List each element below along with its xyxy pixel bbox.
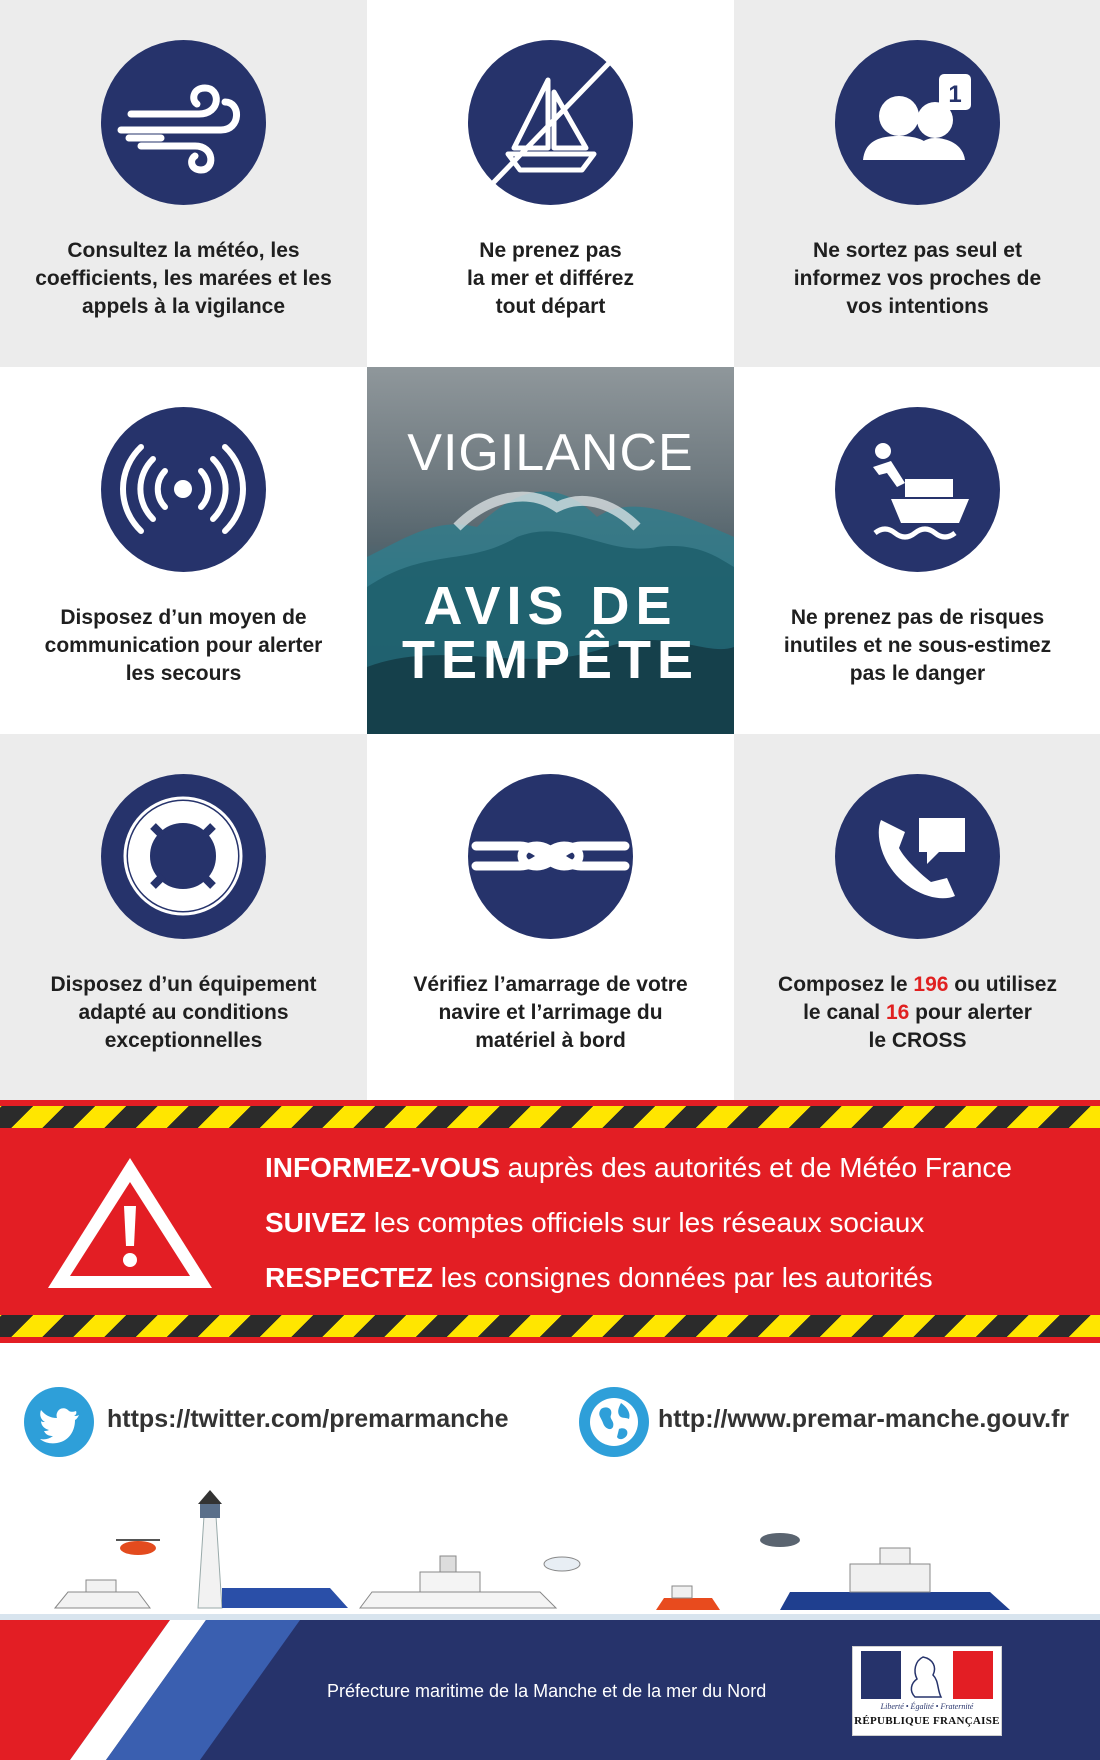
alert-line-follow: SUIVEZ les comptes officiels sur les réseaux sociaux: [265, 1207, 925, 1238]
wind-icon: [101, 40, 266, 205]
globe-icon[interactable]: [579, 1387, 649, 1457]
tricolor-stripes: [0, 1620, 380, 1760]
no-sailing-icon: [468, 40, 633, 205]
twitter-link[interactable]: https://twitter.com/premarmanche: [107, 1405, 509, 1433]
alert-line-respect: RESPECTEZ les consignes données par les autorités: [265, 1262, 933, 1293]
republic-motto: Liberté • Égalité • Fraternité: [880, 1702, 974, 1711]
lifebuoy-icon: [101, 774, 266, 939]
emergency-number-196: 196: [913, 973, 949, 996]
alert-banner: [0, 1100, 1100, 1343]
fleet-illustration: [0, 1468, 1100, 1620]
links-bar: [0, 1343, 1100, 1468]
alert-line-inform: INFORMEZ-VOUS auprès des autorités et de Météo France: [265, 1152, 1012, 1183]
vhf-channel-16: 16: [885, 1001, 910, 1024]
tip-call: [734, 734, 1100, 1101]
hazard-stripe-top: [0, 1106, 1100, 1128]
tip-communication-text: Disposez d’un moyen de communication pour alerter les secours: [44, 606, 323, 685]
man-overboard-icon: [835, 407, 1000, 572]
tip-no-sail: [367, 0, 734, 367]
vigilance-title: VIGILANCE: [407, 424, 694, 482]
tip-equipment-text: Disposez d’un équipement adapté au conditions exceptionnelles: [50, 973, 317, 1052]
notification-badge: 1: [948, 81, 962, 108]
twitter-icon[interactable]: [24, 1387, 94, 1457]
ships-and-lighthouse-image: [0, 1468, 1100, 1620]
tip-not-alone: [734, 0, 1100, 367]
republique-francaise-logo: [852, 1646, 1002, 1736]
radio-signal-icon: [101, 407, 266, 572]
tip-communication: [0, 367, 367, 734]
helicopter-left: [116, 1540, 160, 1555]
footer: [0, 1620, 1100, 1760]
prefecture-name: Préfecture maritime de la Manche et de la mer du Nord: [327, 1681, 767, 1701]
tip-mooring-text: Vérifiez l’amarrage de votre navire et l’arrimage du matériel à bord: [413, 973, 688, 1052]
phone-icon: [835, 774, 1000, 939]
warning-triangle-icon: [40, 1150, 220, 1295]
tip-meteo: [0, 0, 367, 367]
tip-risk-text: Ne prenez pas de risques inutiles et ne sous-estimez pas le danger: [783, 606, 1052, 685]
hazard-stripe-bottom: [0, 1315, 1100, 1337]
tip-no-sail-text: Ne prenez pas la mer et différez tout départ: [467, 239, 634, 318]
storm-wave-image: [367, 367, 734, 734]
tip-meteo-text: Consultez la météo, les coefficients, les marées et les appels à la vigilance: [35, 239, 332, 318]
tip-not-alone-text: Ne sortez pas seul et informez vos proches de vos intentions: [793, 239, 1042, 318]
tip-equipment: [0, 734, 367, 1101]
website-link[interactable]: http://www.premar-manche.gouv.fr: [658, 1405, 1070, 1433]
tip-call-text: Composez le 196 ou utilisez le canal 16 pour alerter le CROSS: [778, 973, 1057, 1052]
knot-icon: [468, 774, 633, 939]
storm-warning-title: AVIS DE TEMPÊTE: [401, 576, 700, 690]
tip-risk: [734, 367, 1100, 734]
republique-francaise: RÉPUBLIQUE FRANÇAISE: [854, 1715, 1000, 1727]
people-notification-icon: [835, 40, 1000, 205]
tip-mooring: [367, 734, 734, 1101]
